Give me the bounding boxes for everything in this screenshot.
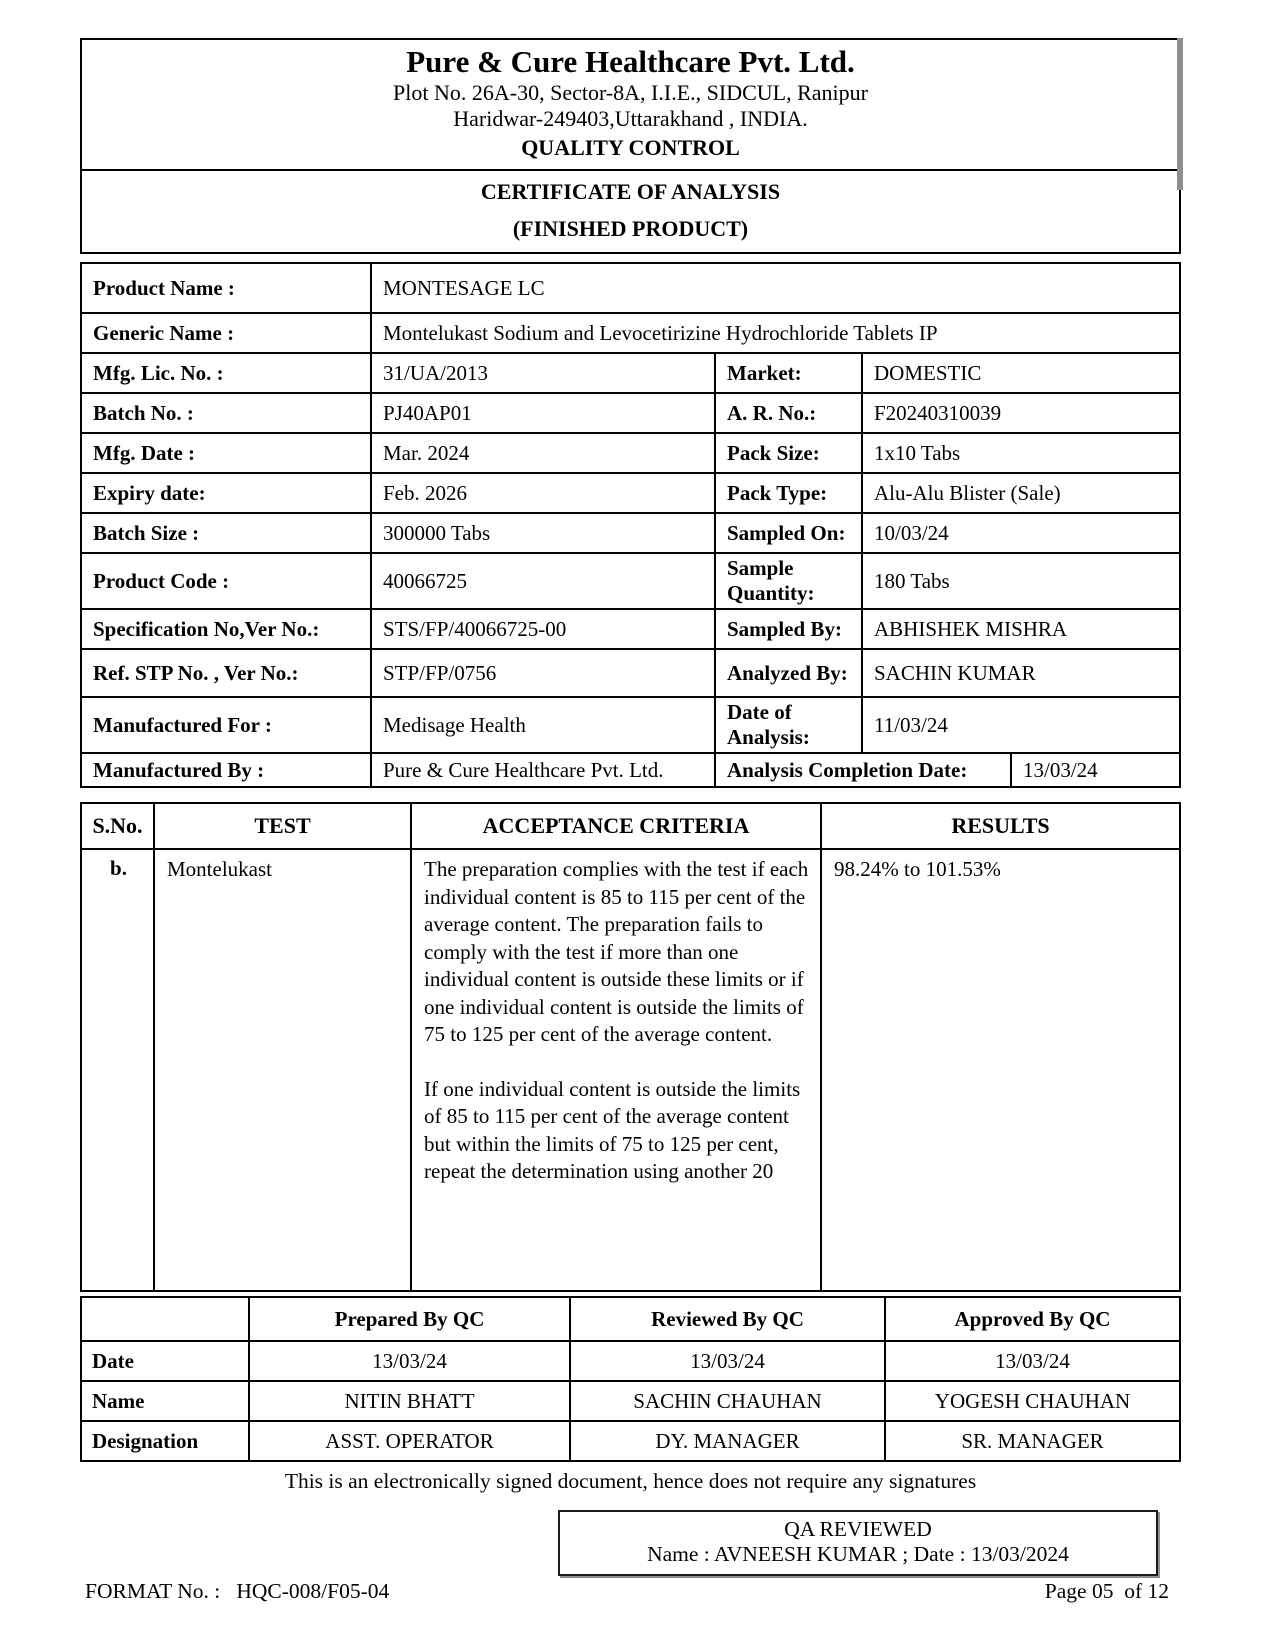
signoff-name-row (82, 1380, 1179, 1420)
field-value: Feb. 2026 (370, 474, 714, 512)
page-footer (80, 1579, 1181, 1604)
table-row (82, 608, 1179, 648)
signoff-value: 13/03/24 (884, 1342, 1179, 1380)
field-label: Sampled By: (714, 610, 861, 648)
table-row (82, 648, 1179, 696)
field-label: Ref. STP No. , Ver No.: (93, 660, 299, 685)
empty-cell (82, 1298, 248, 1340)
field-label: Pack Type: (714, 474, 861, 512)
format-number: FORMAT No. : HQC-008/F05-04 (85, 1579, 390, 1603)
table-row (82, 552, 1179, 608)
field-label: Mfg. Date : (93, 440, 196, 465)
field-value: PJ40AP01 (370, 394, 714, 432)
field-value: 1x10 Tabs (861, 434, 1179, 472)
field-label: Pack Size: (714, 434, 861, 472)
esign-note: This is an electronically signed document, hence does not require any signatures (284, 1469, 977, 1493)
column-header: ACCEPTANCE CRITERIA (410, 804, 820, 848)
field-value: 13/03/24 (1010, 754, 1179, 786)
department-title: QUALITY CONTROL (521, 135, 740, 160)
field-label: Manufactured By : (93, 757, 265, 782)
row-label: Designation (92, 1428, 199, 1453)
field-label: Analysis Completion Date: (714, 754, 1010, 786)
table-row (82, 696, 1179, 752)
field-value: DOMESTIC (861, 354, 1179, 392)
field-label: Date of Analysis: (714, 698, 861, 752)
signoff-value: NITIN BHATT (248, 1382, 569, 1420)
field-value: MONTESAGE LC (370, 264, 1179, 312)
field-value: Medisage Health (370, 698, 714, 752)
test-result: 98.24% to 101.53% (820, 850, 1179, 1290)
column-header: Approved By QC (884, 1298, 1179, 1340)
signoff-value: SR. MANAGER (884, 1422, 1179, 1460)
table-row (82, 432, 1179, 472)
column-header: TEST (153, 804, 410, 848)
field-value: STP/FP/0756 (370, 650, 714, 696)
field-label: Analyzed By: (714, 650, 861, 696)
field-label: Batch No. : (93, 400, 194, 425)
company-name: Pure & Cure Healthcare Pvt. Ltd. (406, 44, 855, 79)
field-value: Mar. 2024 (370, 434, 714, 472)
column-header: RESULTS (820, 804, 1179, 848)
signoff-table (80, 1296, 1181, 1462)
field-label: A. R. No.: (714, 394, 861, 432)
field-label: Manufactured For : (93, 712, 272, 737)
company-address-line2: Haridwar-249403,Uttarakhand , INDIA. (453, 106, 808, 131)
field-label: Market: (714, 354, 861, 392)
field-label: Generic Name : (93, 320, 235, 345)
field-label: Expiry date: (93, 480, 206, 505)
qa-stamp-detail: Name : AVNEESH KUMAR ; Date : 13/03/2024 (647, 1542, 1069, 1566)
row-label: Date (92, 1348, 134, 1373)
field-value: F20240310039 (861, 394, 1179, 432)
table-row (82, 392, 1179, 432)
column-header: Reviewed By QC (569, 1298, 884, 1340)
field-value: Alu-Alu Blister (Sale) (861, 474, 1179, 512)
row-label: Name (92, 1388, 145, 1413)
signoff-value: 13/03/24 (248, 1342, 569, 1380)
page-number: Page 05 of 12 (1044, 1579, 1169, 1603)
signoff-header-row (82, 1298, 1179, 1340)
field-value: 300000 Tabs (370, 514, 714, 552)
signoff-date-row (82, 1340, 1179, 1380)
signoff-value: DY. MANAGER (569, 1422, 884, 1460)
test-table-row (82, 848, 1179, 1290)
document-header (80, 38, 1181, 254)
qa-reviewed-stamp (558, 1510, 1158, 1576)
table-row (82, 264, 1179, 312)
signoff-designation-row (82, 1420, 1179, 1460)
document-subtitle: (FINISHED PRODUCT) (512, 216, 749, 241)
field-value: Pure & Cure Healthcare Pvt. Ltd. (370, 754, 714, 786)
scan-artifact-bar (1177, 38, 1183, 190)
test-sno: b. (110, 856, 127, 880)
field-label: Product Name : (93, 275, 235, 300)
signoff-value: YOGESH CHAUHAN (884, 1382, 1179, 1420)
field-value: STS/FP/40066725-00 (370, 610, 714, 648)
product-info-table (80, 262, 1181, 788)
field-value: Montelukast Sodium and Levocetirizine Hydrochloride Tablets IP (370, 314, 1179, 352)
table-row (82, 752, 1179, 786)
criteria-paragraph: If one individual content is outside the limits of 85 to 115 per cent of the average content but within the limits of 75 to 125 per cent, repeat the determination using another 20 (424, 1076, 801, 1183)
signoff-value: 13/03/24 (569, 1342, 884, 1380)
field-label: Sampled On: (714, 514, 861, 552)
field-label: Batch Size : (93, 520, 200, 545)
test-name: Montelukast (153, 850, 410, 1290)
field-label: Mfg. Lic. No. : (93, 360, 224, 385)
column-header: Prepared By QC (248, 1298, 569, 1340)
qa-stamp-title: QA REVIEWED (784, 1517, 932, 1541)
test-table-header (82, 804, 1179, 848)
field-value: 10/03/24 (861, 514, 1179, 552)
acceptance-criteria (410, 850, 820, 1290)
field-label: Product Code : (93, 568, 230, 593)
field-value: 40066725 (370, 554, 714, 608)
field-value: ABHISHEK MISHRA (861, 610, 1179, 648)
table-row (82, 472, 1179, 512)
field-value: 11/03/24 (861, 698, 1179, 752)
company-address-line1: Plot No. 26A-30, Sector-8A, I.I.E., SIDCUL, Ranipur (393, 80, 868, 105)
signoff-value: ASST. OPERATOR (248, 1422, 569, 1460)
field-label: Sample Quantity: (714, 554, 861, 608)
field-value: 31/UA/2013 (370, 354, 714, 392)
test-results-table (80, 802, 1181, 1292)
table-row (82, 352, 1179, 392)
document-title: CERTIFICATE OF ANALYSIS (480, 179, 781, 204)
doc-title-section (82, 169, 1179, 252)
field-value: SACHIN KUMAR (861, 650, 1179, 696)
field-label: Specification No,Ver No.: (93, 616, 320, 641)
column-header: S.No. (92, 813, 143, 838)
table-row (82, 312, 1179, 352)
signoff-value: SACHIN CHAUHAN (569, 1382, 884, 1420)
table-row (82, 512, 1179, 552)
field-value: 180 Tabs (861, 554, 1179, 608)
criteria-paragraph: The preparation complies with the test if each individual content is 85 to 115 per cent of the average content. The preparation fails to comply with the test if more than one individual content is outside these limits or if one individual content is outside the limits of 75 to 125 per cent of the average content. (424, 857, 809, 1046)
